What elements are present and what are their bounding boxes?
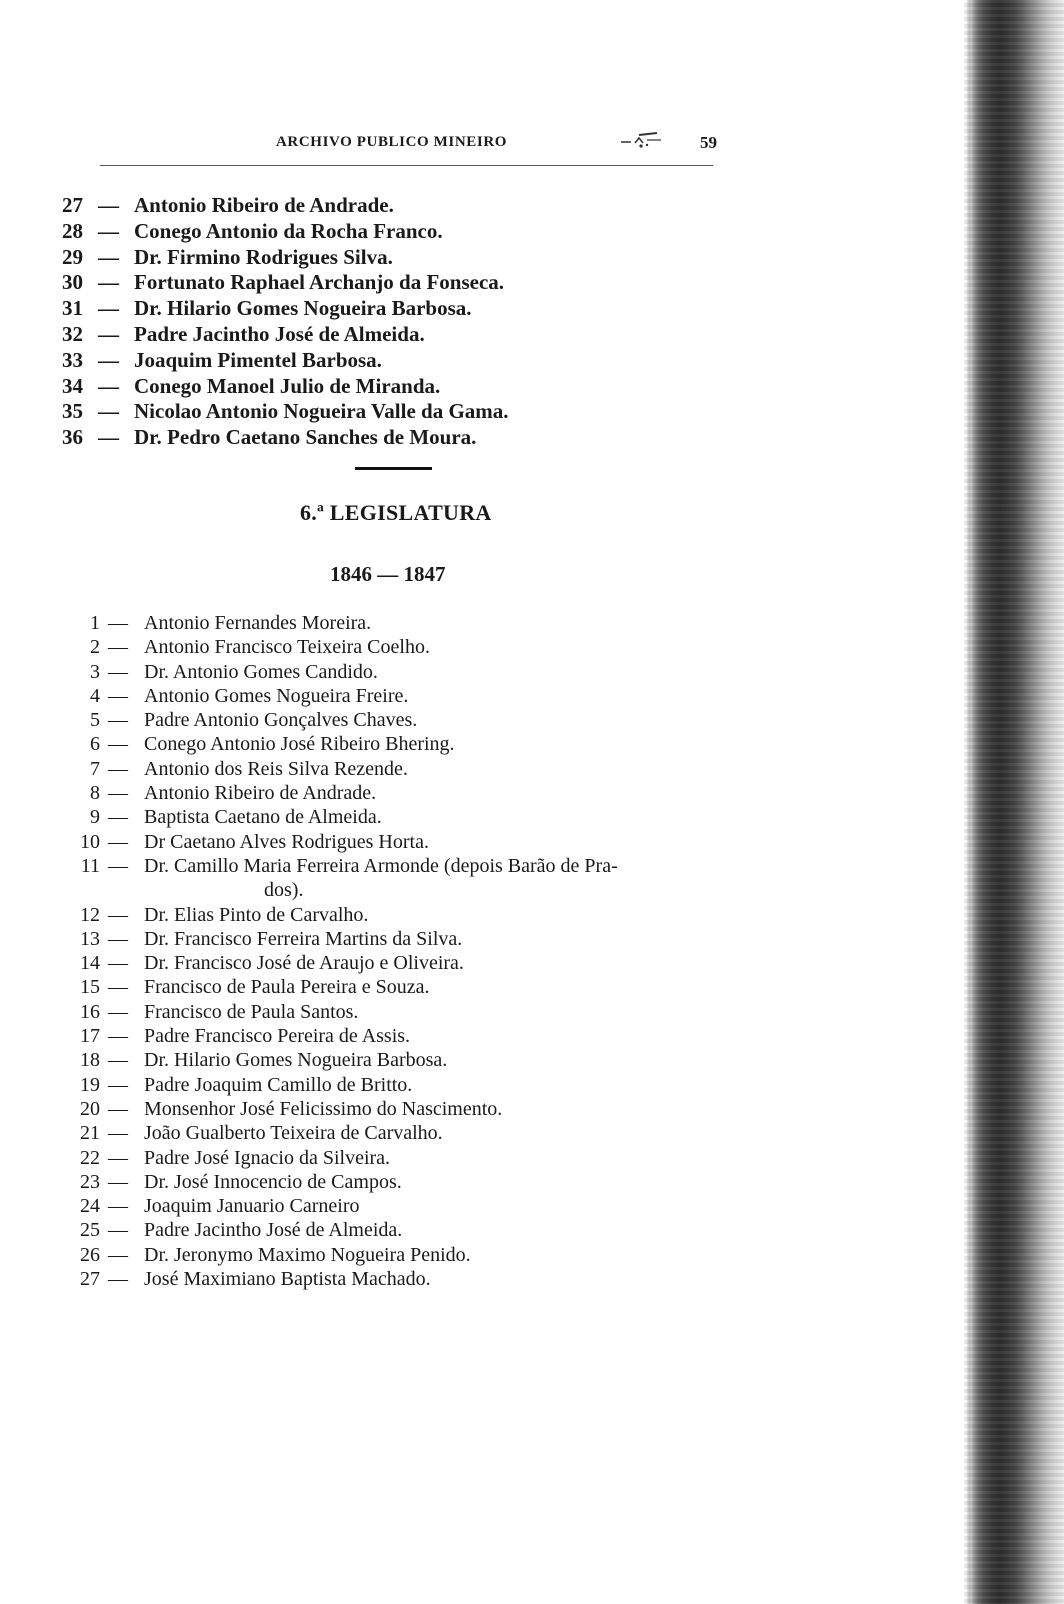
entry-name: Fortunato Raphael Archanjo da Fonseca.: [134, 270, 505, 295]
ornament-icon: [617, 128, 677, 155]
entry-name: Conego Antonio da Rocha Franco.: [134, 218, 443, 243]
entry-dash: —: [108, 1122, 128, 1145]
list-item: [60, 854, 760, 903]
list-item: [60, 1243, 760, 1267]
list-item: [62, 245, 509, 271]
entry-dash: —: [98, 321, 119, 346]
list-item: [60, 660, 760, 684]
entry-name: Dr. Hilario Gomes Nogueira Barbosa.: [144, 1049, 448, 1072]
entry-name: Conego Manoel Julio de Miranda.: [134, 373, 441, 398]
list-item: [60, 732, 760, 756]
entry-dash: —: [108, 1000, 128, 1023]
entry-dash: —: [108, 1195, 128, 1218]
list-item: [60, 927, 760, 951]
entry-name: Francisco de Paula Pereira e Souza.: [144, 976, 430, 999]
entry-number: 25: [80, 1219, 100, 1242]
entry-name: Conego Antonio José Ribeiro Bhering.: [144, 733, 455, 756]
list-item: [62, 219, 509, 245]
entry-number: 4: [90, 684, 100, 707]
entry-number: 16: [80, 1000, 100, 1023]
list-item: [60, 1097, 760, 1121]
list-item: [60, 781, 760, 805]
entry-name: Dr. José Innocencio de Campos.: [144, 1170, 402, 1193]
entry-dash: —: [108, 952, 128, 975]
entry-name: Dr. Elias Pinto de Carvalho.: [144, 903, 369, 926]
list-item: [62, 270, 509, 296]
member-list-previous: [62, 193, 509, 451]
entry-name: Antonio Gomes Nogueira Freire.: [144, 684, 409, 707]
list-item: [60, 708, 760, 732]
entry-number: 23: [80, 1170, 100, 1193]
entry-number: 9: [90, 806, 100, 829]
header-rule: [100, 165, 713, 166]
entry-dash: —: [108, 1073, 128, 1096]
entry-number: 17: [80, 1025, 100, 1048]
entry-number: 10: [80, 830, 100, 853]
entry-dash: —: [108, 684, 128, 707]
entry-dash: —: [108, 903, 128, 926]
entry-name: Padre Jacintho José de Almeida.: [134, 321, 425, 346]
page-number: 59: [700, 133, 717, 152]
entry-name: Antonio Ribeiro de Andrade.: [144, 782, 377, 805]
entry-number: 6: [90, 733, 100, 756]
entry-number: 14: [80, 952, 100, 975]
entry-name: Dr. Pedro Caetano Sanches de Moura.: [134, 425, 477, 450]
entry-number: 2: [90, 636, 100, 659]
list-item: [60, 1170, 760, 1194]
entry-name: Padre Antonio Gonçalves Chaves.: [144, 709, 418, 732]
entry-number: 7: [90, 757, 100, 780]
entry-number: 15: [80, 976, 100, 999]
entry-name: Nicolao Antonio Nogueira Valle da Gama.: [134, 399, 509, 424]
member-list-legislature: [60, 611, 760, 1291]
entry-number: 8: [90, 782, 100, 805]
entry-dash: —: [98, 244, 119, 269]
entry-name: Francisco de Paula Santos.: [144, 1000, 359, 1023]
entry-dash: —: [98, 270, 119, 295]
entry-dash: —: [108, 1049, 128, 1072]
list-item: [60, 903, 760, 927]
entry-number: 19: [80, 1073, 100, 1096]
entry-name: Padre José Ignacio da Silveira.: [144, 1146, 391, 1169]
entry-number: 32: [62, 321, 83, 346]
entry-number: 28: [62, 218, 83, 243]
entry-number: 31: [62, 296, 83, 321]
entry-dash: —: [98, 399, 119, 424]
entry-name: Monsenhor José Felicissimo do Nascimento.: [144, 1097, 503, 1120]
entry-dash: —: [108, 1219, 128, 1242]
list-item: [60, 635, 760, 659]
entry-dash: —: [108, 1243, 128, 1266]
entry-dash: —: [98, 425, 119, 450]
list-item: [60, 1267, 760, 1291]
entry-number: 5: [90, 709, 100, 732]
entry-name: Antonio Ribeiro de Andrade.: [134, 193, 394, 217]
entry-number: 30: [62, 270, 83, 295]
entry-number: 34: [62, 373, 83, 398]
entry-name: Dr. Francisco José de Araujo e Oliveira.: [144, 952, 464, 975]
entry-name: Padre Francisco Pereira de Assis.: [144, 1025, 411, 1048]
entry-number: 33: [62, 347, 83, 372]
entry-number: 22: [80, 1146, 100, 1169]
entry-dash: —: [98, 193, 119, 217]
entry-dash: —: [108, 1268, 128, 1291]
list-item: [60, 1048, 760, 1072]
list-item: [60, 684, 760, 708]
entry-number: 21: [80, 1122, 100, 1145]
list-item: [60, 975, 760, 999]
entry-dash: —: [108, 976, 128, 999]
section-title: 6.ª LEGISLATURA: [300, 500, 492, 525]
entry-name: Dr. Firmino Rodrigues Silva.: [134, 244, 393, 269]
list-item: [62, 322, 509, 348]
section-years: 1846 — 1847: [330, 562, 446, 586]
entry-name: Antonio dos Reis Silva Rezende.: [144, 757, 408, 780]
entry-name: Dr. Hilario Gomes Nogueira Barbosa.: [134, 296, 472, 321]
entry-dash: —: [108, 636, 128, 659]
entry-name: Padre Joaquim Camillo de Britto.: [144, 1073, 413, 1096]
book-binding-edge: [964, 0, 1064, 1604]
entry-dash: —: [98, 347, 119, 372]
list-item: [62, 348, 509, 374]
list-item: [60, 1000, 760, 1024]
list-item: [60, 1024, 760, 1048]
entry-name: Dr. Jeronymo Maximo Nogueira Penido.: [144, 1243, 471, 1266]
list-item: [60, 1218, 760, 1242]
entry-name: Dr. Camillo Maria Ferreira Armonde (depois Barão de Pra-: [144, 854, 618, 877]
entry-name: Antonio Francisco Teixeira Coelho.: [144, 636, 430, 659]
entry-dash: —: [108, 782, 128, 805]
entry-name: Antonio Fernandes Moreira.: [144, 612, 372, 634]
entry-number: 3: [90, 660, 100, 683]
entry-dash: —: [108, 660, 128, 683]
entry-dash: —: [108, 709, 128, 732]
entry-name: João Gualberto Teixeira de Carvalho.: [144, 1122, 443, 1145]
list-item: [60, 611, 760, 635]
entry-dash: —: [108, 1025, 128, 1048]
entry-dash: —: [108, 1146, 128, 1169]
list-item: [60, 1194, 760, 1218]
entry-dash: —: [98, 296, 119, 321]
list-item: [60, 951, 760, 975]
entry-name: Dr. Francisco Ferreira Martins da Silva.: [144, 927, 463, 950]
list-item: [62, 193, 509, 219]
entry-number: 12: [80, 903, 100, 926]
entry-number: 27: [80, 1268, 100, 1291]
entry-dash: —: [108, 612, 128, 634]
list-item: [62, 296, 509, 322]
section-divider: [355, 467, 432, 470]
entry-name: Dr Caetano Alves Rodrigues Horta.: [144, 830, 429, 853]
running-head: ARCHIVO PUBLICO MINEIRO: [276, 134, 508, 150]
entry-name: Padre Jacintho José de Almeida.: [144, 1219, 403, 1242]
entry-number: 20: [80, 1097, 100, 1120]
entry-dash: —: [108, 1170, 128, 1193]
list-item: [60, 1121, 760, 1145]
entry-dash: —: [108, 927, 128, 950]
entry-number: 24: [80, 1195, 100, 1218]
entry-dash: —: [98, 373, 119, 398]
entry-name: Joaquim Januario Carneiro: [144, 1195, 360, 1218]
entry-number: 11: [80, 854, 100, 877]
entry-name: Dr. Antonio Gomes Candido.: [144, 660, 378, 683]
entry-number: 26: [80, 1243, 100, 1266]
entry-dash: —: [108, 830, 128, 853]
list-item: [62, 425, 509, 451]
entry-number: 1: [90, 612, 100, 634]
entry-number: 13: [80, 927, 100, 950]
entry-dash: —: [108, 854, 128, 877]
list-item: [62, 399, 509, 425]
entry-dash: —: [108, 733, 128, 756]
entry-number: 18: [80, 1049, 100, 1072]
entry-number: 36: [62, 425, 83, 450]
list-item: [60, 1146, 760, 1170]
entry-number: 29: [62, 244, 83, 269]
entry-dash: —: [98, 218, 119, 243]
entry-name: Joaquim Pimentel Barbosa.: [134, 347, 382, 372]
list-item: [62, 374, 509, 400]
entry-name-continuation: dos).: [264, 879, 304, 902]
list-item: [60, 805, 760, 829]
entry-dash: —: [108, 806, 128, 829]
entry-name: Baptista Caetano de Almeida.: [144, 806, 382, 829]
entry-dash: —: [108, 757, 128, 780]
entry-number: 35: [62, 399, 83, 424]
entry-number: 27: [62, 193, 83, 217]
list-item: [60, 757, 760, 781]
list-item: [60, 830, 760, 854]
list-item: [60, 1073, 760, 1097]
entry-dash: —: [108, 1097, 128, 1120]
entry-name: José Maximiano Baptista Machado.: [144, 1268, 431, 1291]
